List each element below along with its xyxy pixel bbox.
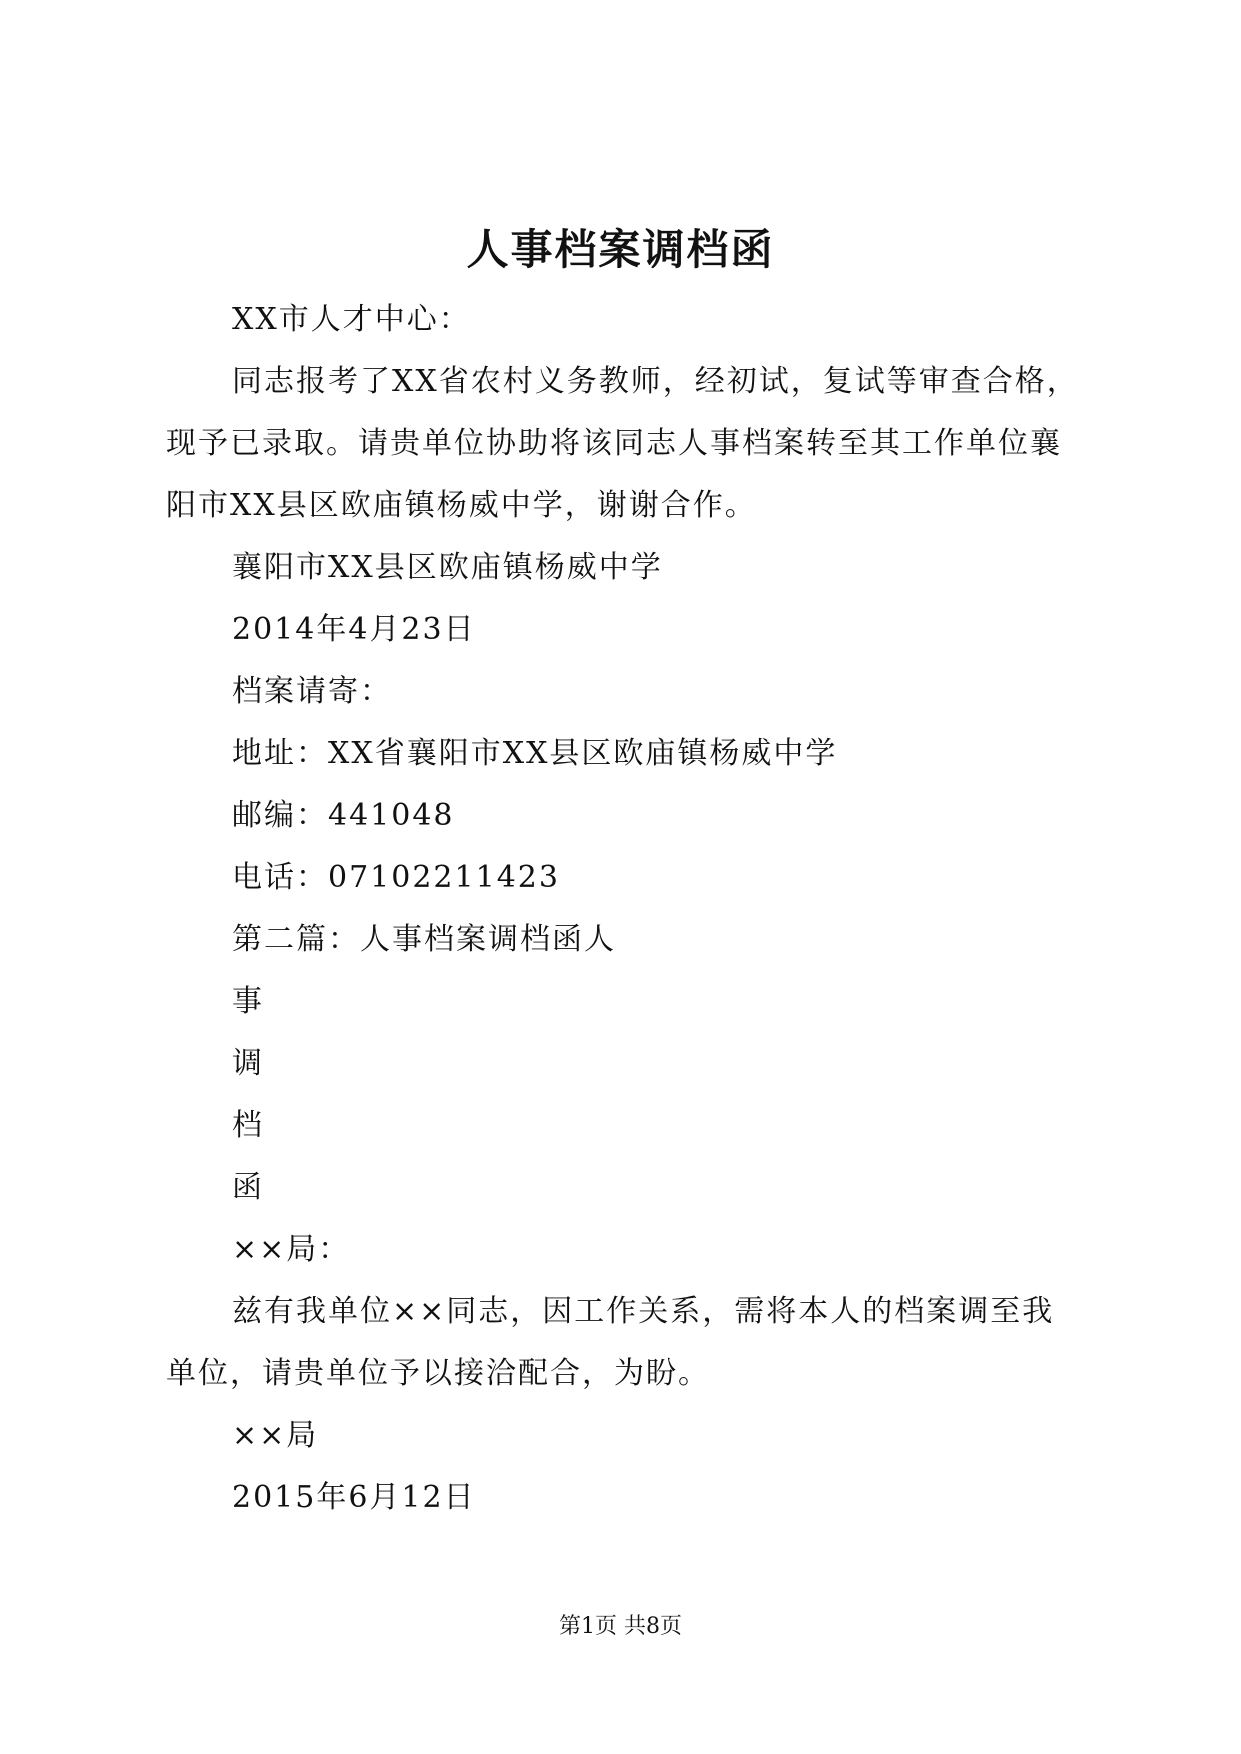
paragraph-address: 地址：XX省襄阳市XX县区欧庙镇杨威中学 (232, 736, 838, 771)
paragraph-salutation: XX市人才中心： (232, 302, 471, 337)
paragraph-date-1: 2014年4月23日 (232, 612, 476, 647)
paragraph-sender: 襄阳市XX县区欧庙镇杨威中学 (232, 550, 663, 585)
paragraph-postcode: 邮编：441048 (232, 798, 455, 833)
paragraph-mail-heading: 档案请寄： (232, 674, 392, 709)
paragraph-date-2: 2015年6月12日 (232, 1480, 476, 1515)
document-title: 人事档案调档函 (466, 225, 775, 274)
page-footer: 第1页 共8页 (559, 1614, 682, 1639)
paragraph-char-4: 函 (232, 1170, 264, 1205)
paragraph-phone: 电话：07102211423 (232, 860, 560, 895)
paragraph-body-1: 同志报考了XX省农村义务教师，经初试，复试等审查合格，现予已录取。请贵单位协助将该同志人事档案转至其工作单位襄阳市XX县区欧庙镇杨威中学，谢谢合作。 (166, 364, 1079, 523)
paragraph-char-2: 调 (232, 1046, 264, 1081)
paragraph-sender-2: ××局 (232, 1418, 319, 1453)
paragraph-body-2: 兹有我单位××同志，因工作关系，需将本人的档案调至我单位，请贵单位予以接洽配合，为盼。 (166, 1294, 1055, 1391)
paragraph-salutation-2: ××局： (232, 1232, 351, 1267)
paragraph-second-heading: 第二篇：人事档案调档函人 (232, 922, 616, 957)
paragraph-char-1: 事 (232, 984, 264, 1019)
paragraph-char-3: 档 (232, 1108, 264, 1143)
